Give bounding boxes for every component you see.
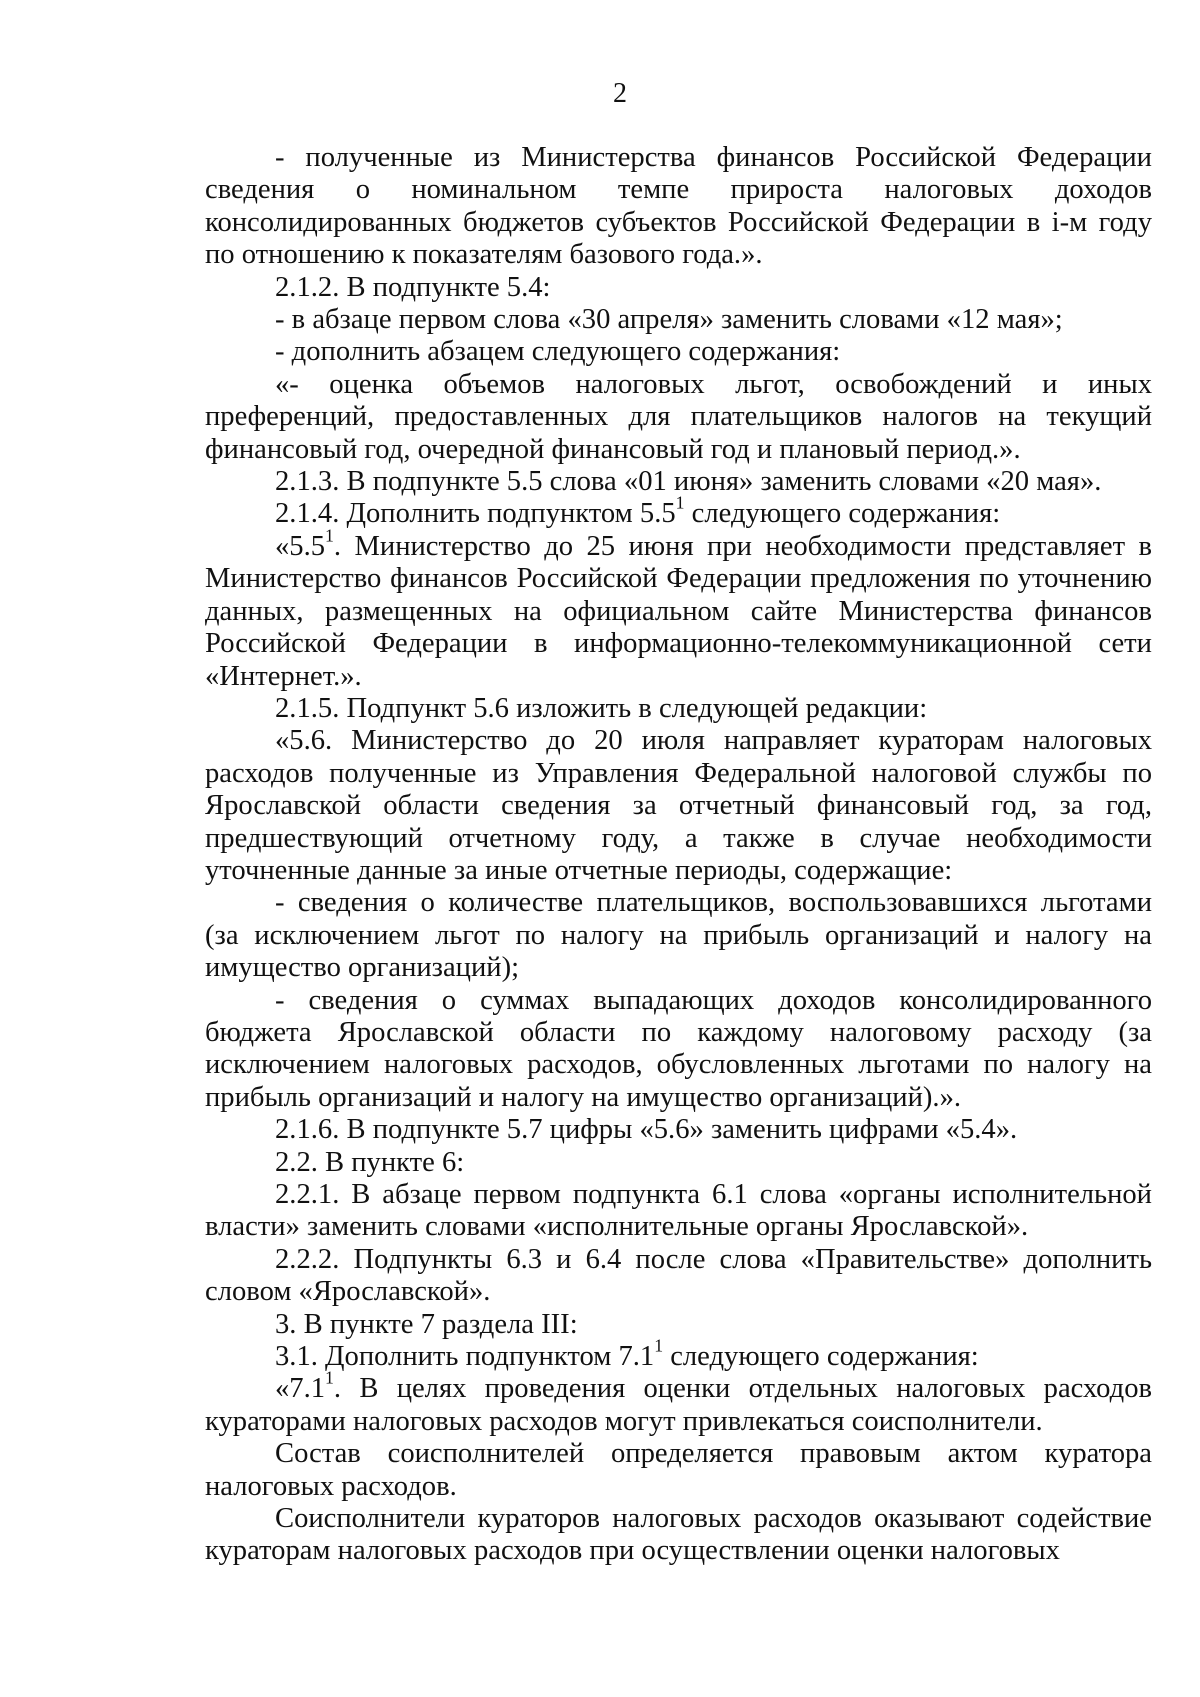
paragraph-text: «7.1	[275, 1373, 326, 1405]
paragraph	[205, 525, 1152, 693]
superscript: 1	[325, 525, 334, 546]
paragraph: - сведения о количестве плательщиков, воспользовавшихся льготами (за исключением льгот по налогу на прибыль организаций и налогу на имущество организаций);	[205, 887, 1152, 984]
paragraph-text: «5.5	[275, 530, 326, 562]
paragraph: 2.1.5. Подпункт 5.6 изложить в следующей редакции:	[275, 692, 928, 724]
paragraph-text: . В целях проведения оценки отдельных налоговых расходов кураторами налоговых расходов могут привлекаться соисполнители.	[205, 1373, 1152, 1437]
paragraph: Соисполнители кураторов налоговых расходов оказывают содействие кураторам налоговых расходов при осуществлении оценки налоговых	[205, 1503, 1152, 1567]
paragraph-text: 3.1. Дополнить подпунктом 7.1	[275, 1341, 655, 1373]
paragraph-text: следующего содержания:	[663, 1341, 979, 1373]
paragraph-text: . Министерство до 25 июня при необходимости представляет в Министерство финансов Российской Федерации предложения по уточнению данных, размещенных на официальном сайте Министерства финансов Российской Федерации в информационно-телекоммуникационной сети «Интернет.».	[205, 530, 1152, 692]
paragraph: Состав соисполнителей определяется правовым актом куратора налоговых расходов.	[205, 1438, 1152, 1502]
paragraph: 2.1.2. В подпункте 5.4:	[275, 271, 551, 303]
paragraph-text: 2.1.4. Дополнить подпунктом 5.5	[275, 498, 676, 530]
paragraph: 3. В пункте 7 раздела III:	[275, 1308, 578, 1340]
page-number: 2	[613, 78, 627, 109]
document-body	[205, 142, 1152, 1568]
superscript: 1	[654, 1335, 664, 1356]
paragraph: «- оценка объемов налоговых льгот, освобождений и иных преференций, предоставленных для плательщиков налогов на текущий финансовый год, очередной финансовый год и плановый период.».	[205, 368, 1152, 465]
paragraph	[205, 1335, 1152, 1373]
paragraph: 2.1.3. В подпункте 5.5 слова «01 июня» заменить словами «20 мая».	[275, 466, 1102, 498]
superscript: 1	[675, 493, 685, 514]
paragraph-text: следующего содержания:	[684, 498, 1001, 530]
paragraph	[205, 1368, 1152, 1438]
paragraph: - сведения о суммах выпадающих доходов консолидированного бюджета Ярославской области по каждому налоговому расходу (за исключением налоговых расходов, обусловленных льготами по налогу на прибыль организаций и налогу на имущество организаций).».	[205, 984, 1152, 1113]
paragraph: 2.2.1. В абзаце первом подпункта 6.1 слова «органы исполнительной власти» заменить словами «исполнительные органы Ярославской».	[205, 1179, 1152, 1243]
paragraph: 2.1.6. В подпункте 5.7 цифры «5.6» заменить цифрами «5.4».	[275, 1114, 1018, 1146]
paragraph: 2.2. В пункте 6:	[275, 1146, 465, 1178]
paragraph: - в абзаце первом слова «30 апреля» заменить словами «12 мая»;	[275, 304, 1063, 336]
paragraph: 2.2.2. Подпункты 6.3 и 6.4 после слова «Правительстве» дополнить словом «Ярославской».	[205, 1243, 1152, 1308]
superscript: 1	[325, 1368, 334, 1389]
paragraph: «5.6. Министерство до 20 июля направляет кураторам налоговых расходов полученные из Управления Федеральной налоговой службы по Ярославской области сведения за отчетный финансовый год, за год, предшествующий отчетному году, а также в случае необходимости уточненные данные за иные отчетные периоды, содержащие:	[205, 725, 1152, 886]
paragraph: - полученные из Министерства финансов Российской Федерации сведения о номинальном темпе прироста налоговых доходов консолидированных бюджетов субъектов Российской Федерации в i-м году по отношению к показателям базового года.».	[205, 142, 1152, 271]
paragraph	[205, 493, 1152, 530]
paragraph: - дополнить абзацем следующего содержания:	[275, 336, 841, 368]
